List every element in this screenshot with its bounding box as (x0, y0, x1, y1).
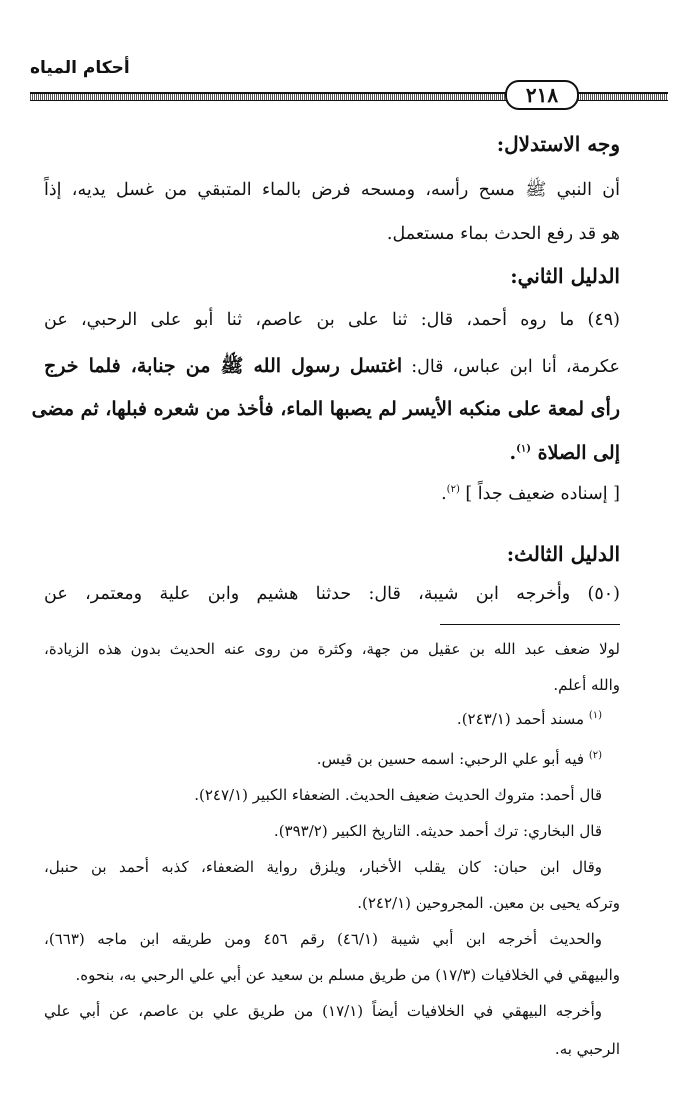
footnote-line: الرحبي به. (554, 1040, 620, 1058)
footnote-line: والبيهقي في الخلافيات (١٧/٣) من طريق مسلم بن سعيد عن أبي علي الرحبي به، بنحوه. (75, 966, 620, 984)
heading-dalil-thalith: الدليل الثالث: (506, 542, 620, 566)
hadith-49-matn-line: رأى لمعة على منكبه الأيسر لم يصبها الماء، فأخذ من شعره فبلها، ثم مضى (31, 398, 620, 420)
heading-dalil-thani: الدليل الثاني: (510, 264, 620, 288)
footnote-line: قال أحمد: متروك الحديث ضعيف الحديث. الضعفاء الكبير (٢٤٧/١). (194, 786, 602, 804)
hadith-49-matn-last: إلى الصلاة (537, 442, 620, 464)
hadith-49-plain: عكرمة، أنا ابن عباس، قال: (402, 357, 620, 377)
isnad-grading: [ إسناده ضعيف جداً ] $^{(٢)}$. (441, 484, 620, 504)
footnote-ref: (٢) (446, 484, 460, 496)
footnote-text: فيه أبو علي الرحبي: اسمه حسين بن قيس. (316, 750, 585, 768)
footnote-1 (44, 710, 602, 728)
footnote-line: والحديث أخرجه ابن أبي شيبة (٤٦/١) رقم ٤٥٦ ومن طريقه ابن ماجه (٦٦٣)، (44, 930, 602, 948)
footnote-continued: والله أعلم. (553, 676, 620, 694)
hadith-49-line (44, 354, 620, 382)
hadith-49-line: (٤٩) ما روه أحمد، قال: ثنا على بن عاصم، ثنا أبو على الرحبي، عن (44, 310, 620, 330)
body-line: أن النبي ﷺ مسح رأسه، ومسحه فرض بالماء المتبقي من غسل يديه، إذاً (44, 180, 620, 200)
hadith-49-matn: اغتسل رسول الله ﷺ من جنابة، فلما خرج (44, 355, 403, 377)
heading-wajh-istidlal: وجه الاستدلال: (496, 132, 620, 156)
footnote-line: وتركه يحيى بن معين. المجروحين (٢٤٢/١). (357, 894, 620, 912)
footnote-line: وقال ابن حبان: كان يقلب الأخبار، ويلزق رواية الضعفاء، كذبه أحمد بن حنبل، (44, 858, 602, 876)
body-line: هو قد رفع الحدث بماء مستعمل. (386, 224, 620, 244)
footnote-separator (440, 624, 620, 625)
footnote-marker: (٢) (588, 750, 602, 761)
footnote-2 (44, 750, 602, 768)
hadith-50-line: (٥٠) وأخرجه ابن شيبة، قال: حدثنا هشيم وابن علية ومعتمر، عن (44, 584, 620, 604)
footnote-continued: لولا ضعف عبد الله بن عقيل من جهة، وكثرة من روى عنه الحديث بدون هذه الزيادة، (44, 640, 620, 658)
footnote-text: مسند أحمد (٢٤٣/١). (456, 710, 585, 728)
isnad-text: [ إسناده ضعيف جداً ] (465, 484, 620, 504)
hadith-49-matn-end: إلى الصلاة $^{(١)}$. (509, 442, 620, 464)
footnote-line: قال البخاري: ترك أحمد حديثه. التاريخ الكبير (٣٩٣/٢). (273, 822, 602, 840)
footnote-marker: (١) (588, 710, 602, 721)
footnote-ref: (١) (516, 443, 532, 455)
page-number: ٢١٨ (505, 80, 579, 110)
running-title: أحكام المياه (30, 58, 130, 78)
footnote-line: وأخرجه البيهقي في الخلافيات أيضاً (١٧/١) من طريق علي بن عاصم، عن أبي علي (44, 1002, 602, 1020)
